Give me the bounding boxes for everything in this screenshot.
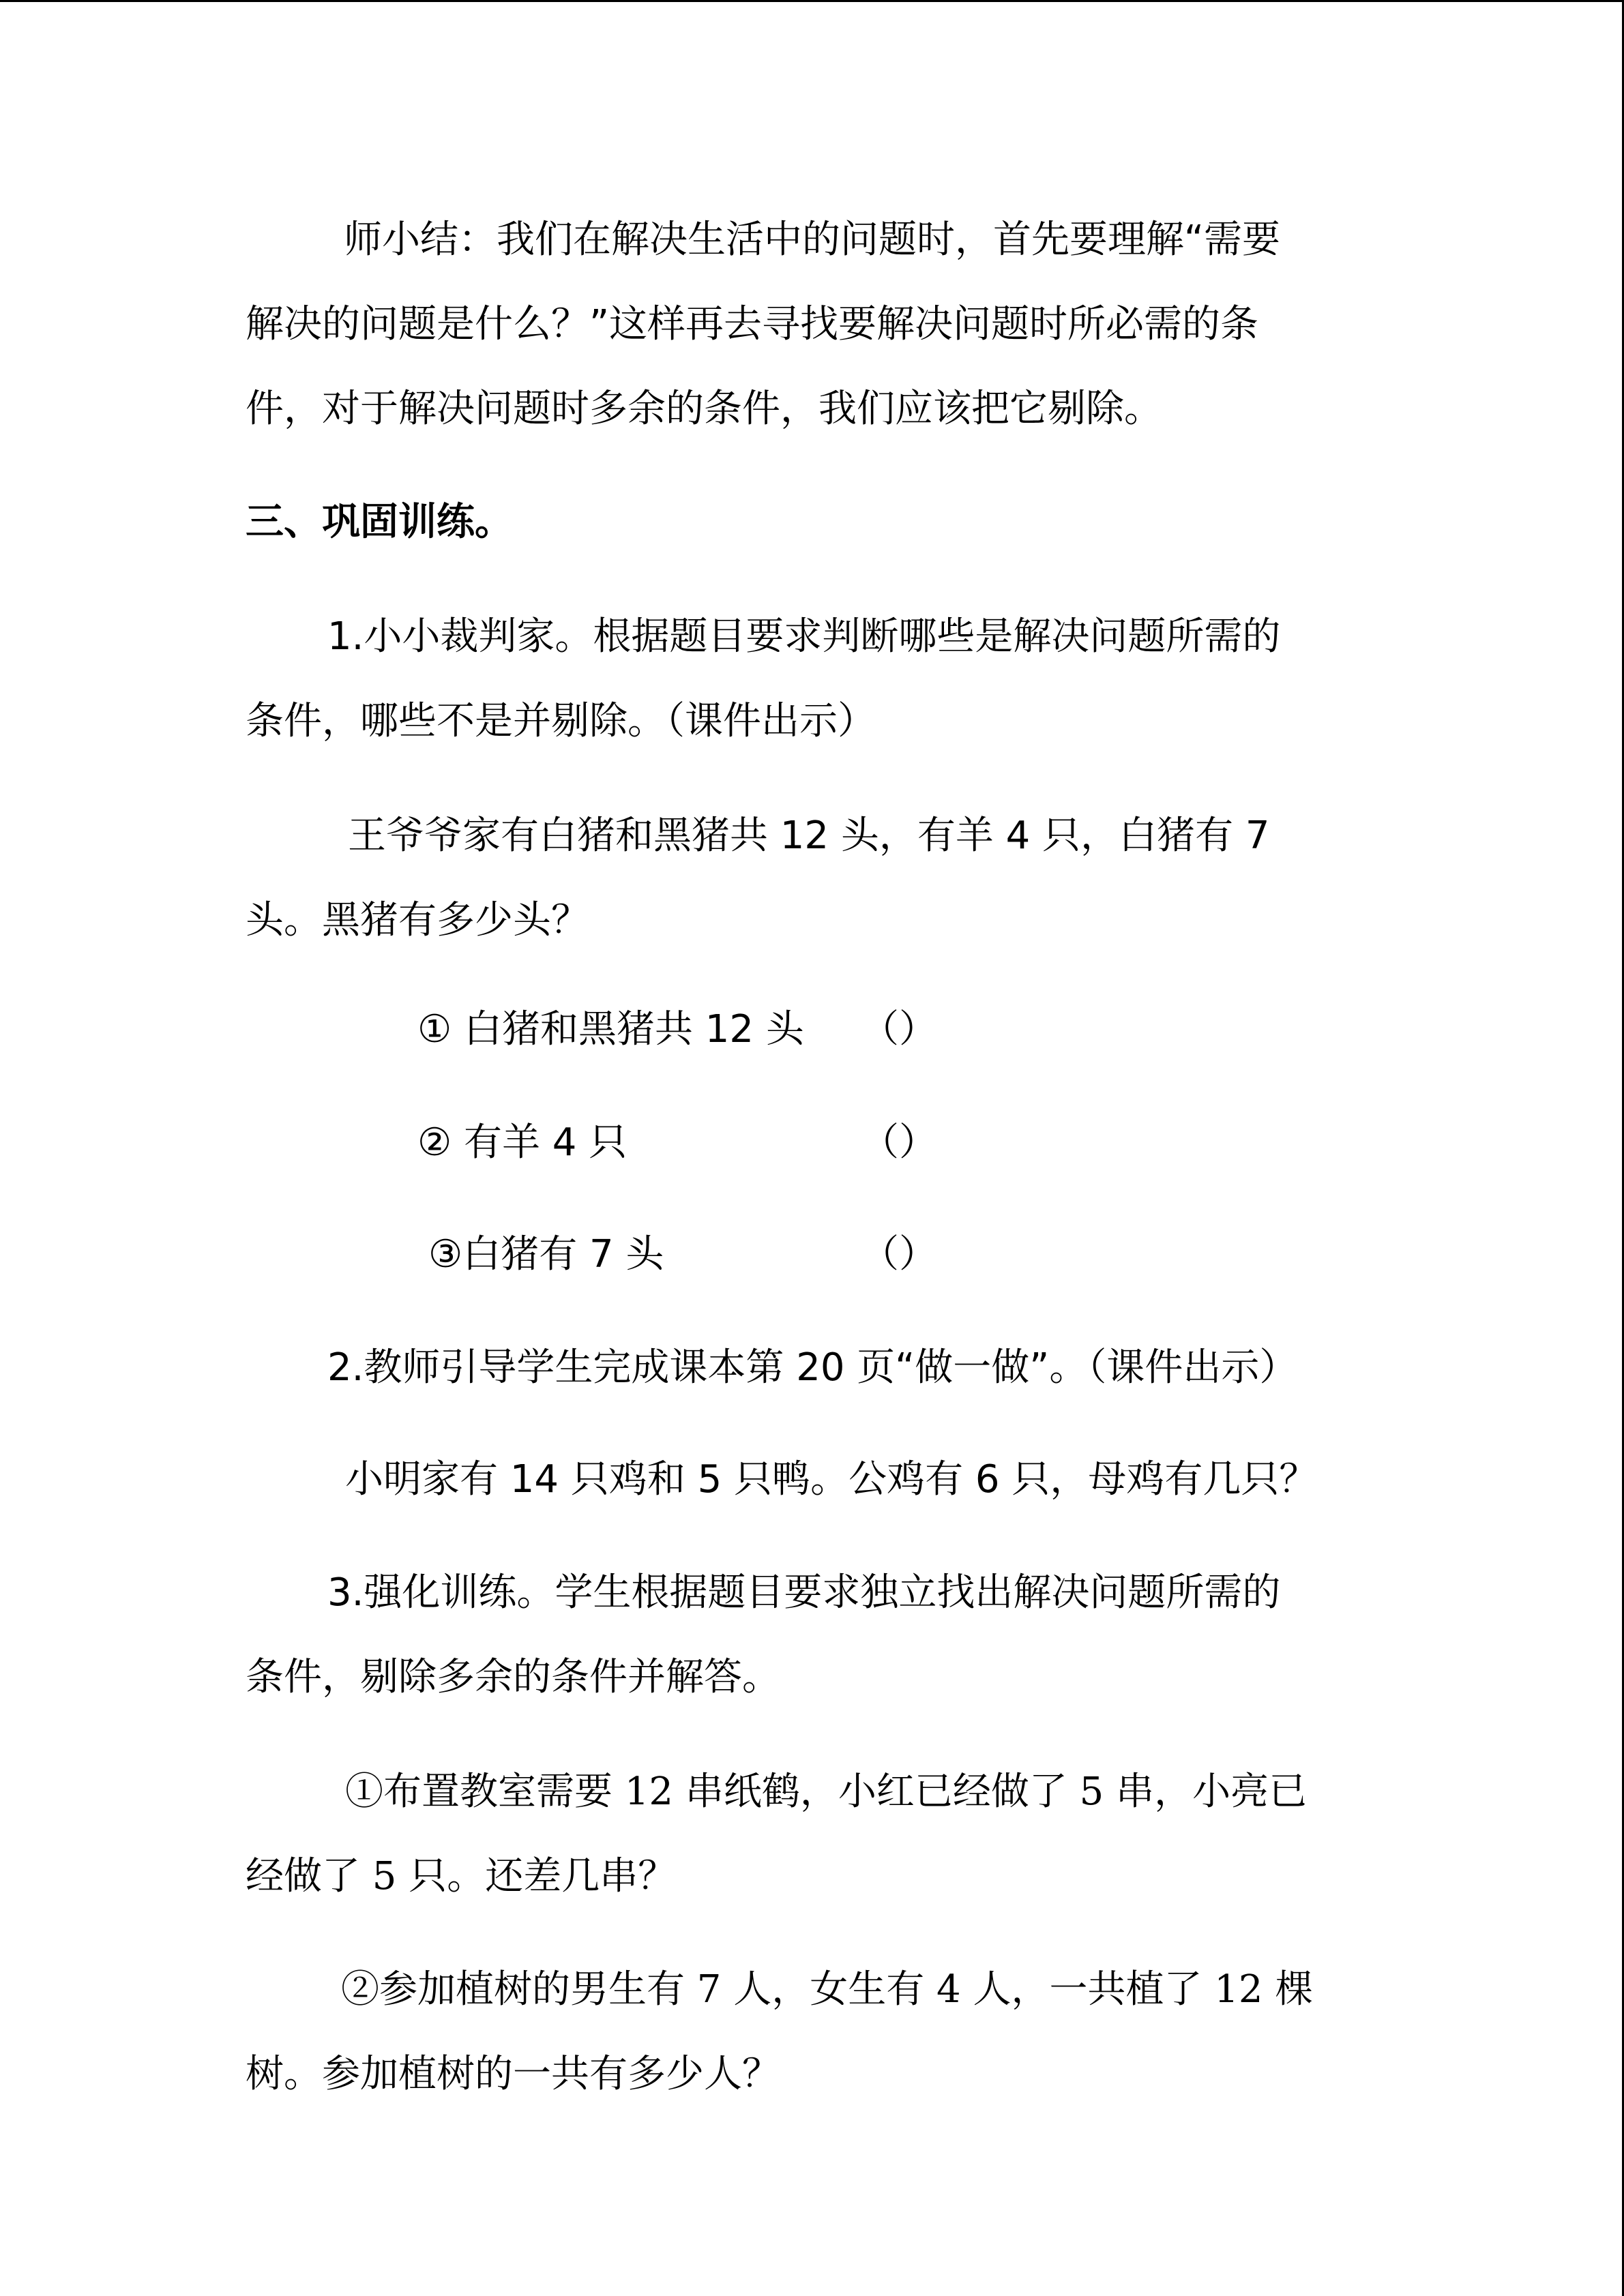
item1-line-2: 条件，哪些不是并剔除。（课件出示）	[246, 699, 876, 743]
item3-q1-line-1: ①布置教室需要 12 串纸鹤，小红已经做了 5 串，小亮已	[345, 1770, 1308, 1814]
option-2-label: ② 有羊 4 只	[417, 1120, 628, 1165]
option-2-blank: （）	[861, 1120, 937, 1165]
item1-problem-line-2: 头。黑猪有多少头？	[246, 898, 589, 942]
item3-line-2: 条件，剔除多余的条件并解答。	[246, 1655, 780, 1699]
item3-line-1: 3.强化训练。学生根据题目要求独立找出解决问题所需的	[327, 1570, 1281, 1615]
item3-q2-line-1: ②参加植树的男生有 7 人，女生有 4 人，一共植了 12 棵	[341, 1967, 1314, 2012]
item2-problem: 小明家有 14 只鸡和 5 只鸭。公鸡有 6 只，母鸡有几只？	[345, 1457, 1318, 1502]
item3-q1-line-2: 经做了 5 只。还差几串？	[246, 1854, 677, 1898]
option-3-blank: （）	[861, 1232, 937, 1277]
item1-line-1: 1.小小裁判家。根据题目要求判断哪些是解决问题所需的	[327, 614, 1281, 659]
option-1-blank: （）	[861, 1007, 937, 1052]
option-1-label: ① 白猪和黑猪共 12 头	[417, 1007, 804, 1052]
item1-problem-line-1: 王爷爷家有白猪和黑猪共 12 头，有羊 4 只，白猪有 7	[348, 814, 1270, 858]
summary-line-3: 件，对于解决问题时多余的条件，我们应该把它剔除。	[246, 387, 1162, 431]
summary-line-1: 师小结：我们在解决生活中的问题时，首先要理解“需要	[344, 218, 1281, 262]
item2-line: 2.教师引导学生完成课本第 20 页“做一做”。（课件出示）	[327, 1345, 1298, 1390]
option-3-label: ③白猪有 7 头	[428, 1232, 664, 1277]
page-top-border	[0, 0, 1624, 2]
section-heading: 三、巩固训练。	[246, 500, 513, 544]
summary-line-2: 解决的问题是什么？”这样再去寻找要解决问题时所必需的条	[246, 302, 1259, 346]
item3-q2-line-2: 树。参加植树的一共有多少人？	[246, 2052, 780, 2096]
